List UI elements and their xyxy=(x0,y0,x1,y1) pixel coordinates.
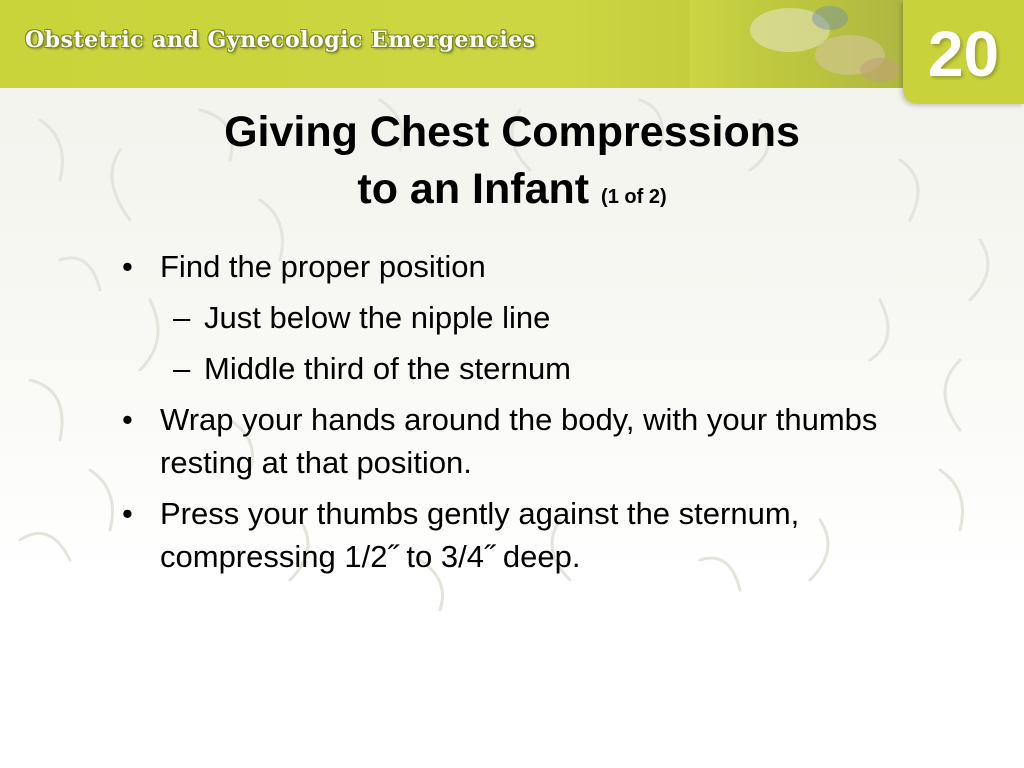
sub-bullet-item xyxy=(122,347,922,390)
bullet-text: Press your thumbs gently against the sternum, compressing 1/2˝ to 3/4˝ deep. xyxy=(160,496,800,574)
chapter-tab xyxy=(903,0,1024,104)
bullet-text: Find the proper position xyxy=(160,249,486,284)
bullet-marker: • xyxy=(122,249,133,284)
slide-title-line2 xyxy=(0,160,1024,226)
bullet-item xyxy=(122,492,922,578)
chapter-number: 20 xyxy=(927,18,1000,90)
sub-bullet-item xyxy=(122,296,922,339)
slide-title-suffix: (1 of 2) xyxy=(601,186,667,208)
sub-bullet-marker: – xyxy=(173,351,191,386)
sub-bullet-marker: – xyxy=(173,300,191,335)
slide-title-line2-text: to an Infant xyxy=(357,165,590,213)
bullet-marker: • xyxy=(122,496,133,531)
bullet-text: Wrap your hands around the body, with your thumbs resting at that position. xyxy=(160,402,878,480)
sub-bullet-text: Middle third of the sternum xyxy=(204,351,572,386)
section-title: Obstetric and Gynecologic Emergencies xyxy=(25,27,536,53)
bullet-list xyxy=(122,245,922,586)
slide-title xyxy=(0,104,1024,226)
bullet-marker: • xyxy=(122,402,133,437)
bullet-item xyxy=(122,245,922,288)
sub-bullet-text: Just below the nipple line xyxy=(204,300,551,335)
bullet-item xyxy=(122,398,922,484)
slide-title-line1: Giving Chest Compressions xyxy=(224,108,800,156)
